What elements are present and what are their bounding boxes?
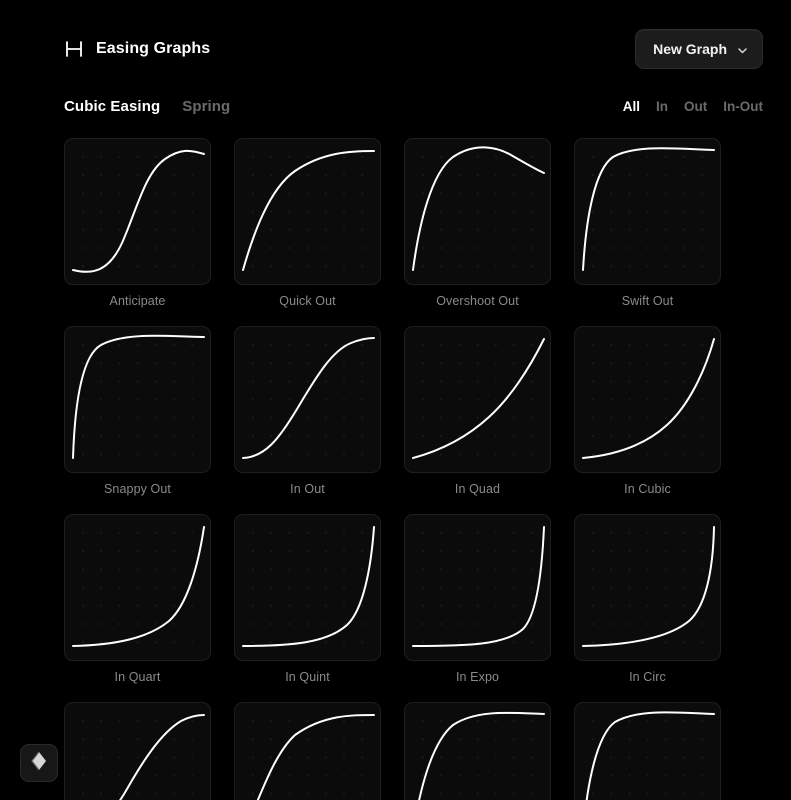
dot-grid	[82, 720, 193, 800]
dot-grid	[252, 344, 363, 455]
easing-card[interactable]	[64, 702, 211, 800]
easing-card-label: In Quad	[454, 482, 501, 496]
dot-grid	[592, 720, 703, 800]
easing-curve-path	[583, 527, 714, 646]
filter-tab-out[interactable]: Out	[684, 98, 708, 114]
tab-cubic-easing[interactable]: Cubic Easing	[64, 97, 161, 115]
dot-grid	[82, 532, 193, 643]
easing-card[interactable]	[234, 514, 381, 684]
easing-curve-canvas[interactable]	[574, 326, 721, 473]
easing-card-label: Swift Out	[621, 294, 674, 308]
easing-curve-canvas[interactable]	[404, 138, 551, 285]
easing-curve-canvas[interactable]	[574, 138, 721, 285]
easing-curve-path	[243, 338, 374, 458]
easing-card[interactable]	[404, 514, 551, 684]
chevron-down-icon	[737, 43, 747, 53]
easing-curve-path	[413, 527, 544, 646]
easing-curve-canvas[interactable]	[574, 702, 721, 800]
filter-tab-in[interactable]: In	[656, 98, 668, 114]
easing-curve-canvas[interactable]	[574, 514, 721, 661]
dot-grid	[592, 156, 703, 267]
easing-curve-canvas[interactable]	[404, 326, 551, 473]
dot-grid	[422, 720, 533, 800]
easing-curve-canvas[interactable]	[234, 326, 381, 473]
dot-grid	[422, 532, 533, 643]
easing-card-label: Snappy Out	[103, 482, 171, 496]
easing-card[interactable]	[404, 138, 551, 308]
easing-curve-path	[583, 339, 714, 458]
dot-grid	[422, 344, 533, 455]
easing-curve-path	[413, 713, 544, 800]
easing-grid	[0, 122, 791, 800]
app-logo-badge[interactable]	[20, 744, 58, 782]
dot-grid	[252, 156, 363, 267]
easing-card-label: Overshoot Out	[436, 294, 519, 308]
easing-curve-canvas[interactable]	[64, 514, 211, 661]
easing-card-label: In Circ	[629, 670, 666, 684]
easing-curve-path	[243, 527, 374, 646]
easing-card[interactable]	[574, 702, 721, 800]
easing-curve-path	[413, 147, 544, 270]
controls-bar	[0, 78, 791, 122]
easing-curve-canvas[interactable]	[234, 702, 381, 800]
easing-curve-path	[583, 148, 714, 270]
dot-grid	[82, 344, 193, 455]
dot-grid	[82, 156, 193, 267]
easing-card-label: In Out	[290, 482, 325, 496]
easing-card[interactable]	[64, 514, 211, 684]
easing-card-label: In Quart	[114, 670, 161, 684]
easing-card-label: In Quint	[285, 670, 330, 684]
easing-card[interactable]	[234, 326, 381, 496]
filter-tab-in-out[interactable]: In-Out	[723, 98, 763, 114]
brand	[64, 39, 210, 59]
easing-card[interactable]	[64, 138, 211, 308]
easing-curve-canvas[interactable]	[64, 138, 211, 285]
new-graph-button[interactable]	[635, 29, 763, 69]
dot-grid	[252, 720, 363, 800]
easing-card[interactable]	[404, 702, 551, 800]
easing-curve-path	[73, 336, 204, 458]
easing-curve-canvas[interactable]	[64, 326, 211, 473]
easing-card[interactable]	[234, 138, 381, 308]
easing-card[interactable]	[404, 326, 551, 496]
easing-curve-canvas[interactable]	[234, 138, 381, 285]
easing-curve-path	[243, 151, 374, 270]
section-tabs	[64, 98, 230, 115]
easing-card-label: Quick Out	[279, 294, 336, 308]
easing-card[interactable]	[574, 138, 721, 308]
easing-curve-path	[583, 712, 714, 800]
easing-curve-canvas[interactable]	[404, 702, 551, 800]
easing-curve-path	[73, 527, 204, 646]
tab-spring[interactable]: Spring	[182, 97, 231, 115]
easing-card[interactable]	[64, 326, 211, 496]
easing-curve-canvas[interactable]	[404, 514, 551, 661]
easing-card[interactable]	[574, 514, 721, 684]
app-logo-icon	[28, 750, 50, 777]
easing-card-label: In Expo	[455, 670, 500, 684]
easing-card[interactable]	[574, 326, 721, 496]
easing-curve-canvas[interactable]	[234, 514, 381, 661]
easing-logo-icon	[64, 39, 84, 59]
page-title: Easing Graphs	[96, 40, 211, 57]
filter-tabs	[623, 99, 763, 114]
app-header	[0, 0, 791, 78]
easing-card-label: Anticipate	[109, 294, 166, 308]
easing-curve-canvas[interactable]	[64, 702, 211, 800]
easing-curve-path	[413, 339, 544, 458]
dot-grid	[592, 532, 703, 643]
easing-card-label: In Cubic	[624, 482, 671, 496]
new-graph-label: New Graph	[653, 41, 727, 57]
easing-card[interactable]	[234, 702, 381, 800]
filter-tab-all[interactable]: All	[622, 98, 640, 114]
